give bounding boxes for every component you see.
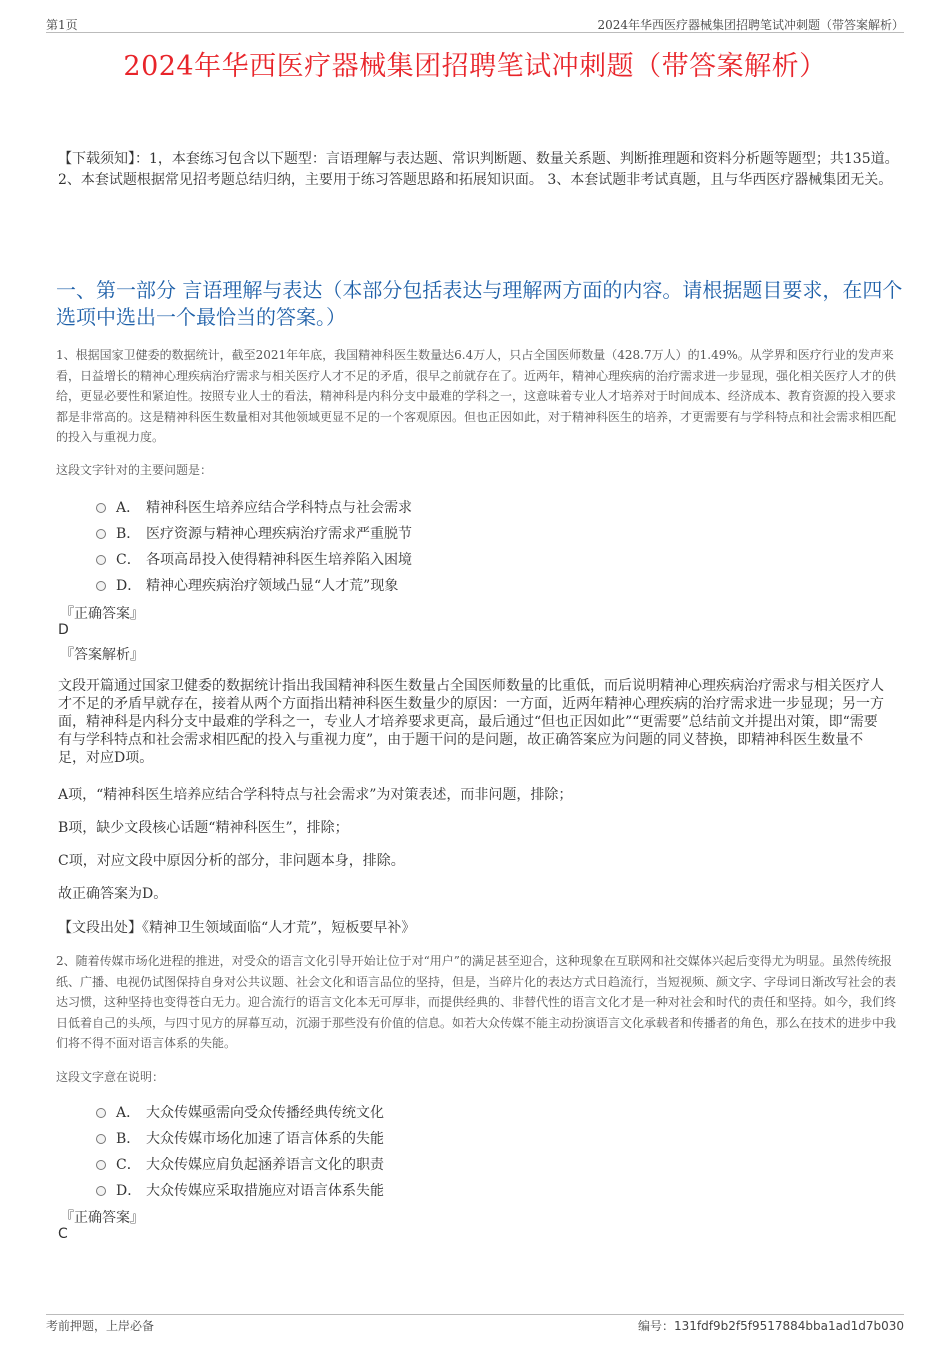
radio-icon[interactable]	[96, 1186, 106, 1196]
radio-icon[interactable]	[96, 529, 106, 539]
radio-icon[interactable]	[96, 581, 106, 591]
question-1-analysis-tag: 『答案解析』	[60, 647, 144, 663]
download-notice: 【下载须知】：1，本套练习包含以下题型：言语理解与表达题、常识判断题、数量关系题、判断推理题和资料分析题等题型；共135道。 2、本套试题根据常见招考题总结归纳，主要用于练习答题思路和拓展知识面。 3、本套试题非考试真题，且与华西医疗器械集团无关。	[58, 151, 899, 188]
question-1-ask: 这段文字针对的主要问题是：	[56, 463, 213, 477]
radio-icon[interactable]	[96, 1134, 106, 1144]
question-2-answer: C	[58, 1226, 68, 1242]
question-1-analysis-conclusion: 故正确答案为D。	[58, 886, 168, 902]
question-1-source: 【文段出处】《精神卫生领域面临“人才荒”，短板要早补》	[58, 920, 416, 936]
radio-icon[interactable]	[96, 555, 106, 565]
footer-code: 编号：131fdf9b2f5f9517884bba1ad1d7b030	[637, 1319, 904, 1333]
page-footer	[46, 1314, 904, 1333]
question-2-option-b[interactable]: B． 大众传媒市场化加速了语言体系的失能	[96, 1128, 384, 1148]
question-1-analysis-b: B项，缺少文段核心话题“精神科医生”，排除；	[58, 820, 349, 836]
question-2-option-d[interactable]: D． 大众传媒应采取措施应对语言体系失能	[96, 1180, 384, 1200]
question-1-option-d[interactable]: D． 精神心理疾病治疗领域凸显“人才荒”现象	[96, 575, 398, 595]
header-doc-title: 2024年华西医疗器械集团招聘笔试冲刺题（带答案解析）	[597, 18, 904, 32]
question-2-option-c[interactable]: C． 大众传媒应肩负起涵养语言文化的职责	[96, 1154, 384, 1174]
question-1-analysis-paragraph: 文段开篇通过国家卫健委的数据统计指出我国精神科医生数量占全国医师数量的比重低，而后说明精神心理疾病治疗需求与相关医疗人才不足的矛盾早就存在，接着从两个方面指出精神科医生数量少的原因：一方面，近两年精神心理疾病的治疗需求进一步显现；另一方面，精神科是内科分支中最难的学科之一，专业人才培养要求更高，最后通过“但也正因如此”“更需要”总结前文并提出对策，即“需要有与学科特点和社会需求相匹配的投入与重视力度”，由于题干问的是问题，故正确答案应为问题的同义替换，即精神科医生数量不足，对应D项。	[58, 678, 884, 766]
radio-icon[interactable]	[96, 1160, 106, 1170]
question-1-analysis-a: A项，“精神科医生培养应结合学科特点与社会需求”为对策表述，而非问题，排除；	[58, 787, 573, 803]
page-header	[46, 14, 904, 33]
section-heading: 一、第一部分 言语理解与表达（本部分包括表达与理解两方面的内容。请根据题目要求，在四个选项中选出一个最恰当的答案。）	[56, 278, 903, 329]
radio-icon[interactable]	[96, 1108, 106, 1118]
question-2-stem: 2、随着传媒市场化进程的推进，对受众的语言文化引导开始让位于对“用户”的满足甚至迎合，这种现象在互联网和社交媒体兴起后变得尤为明显。虽然传统报纸、广播、电视仍试图保持自身对公共议题、社会文化和语言品位的坚持，但是，当碎片化的表达方式日趋流行，当短视频、颜文字、字母词日渐改写社会的表达习惯，这种坚持也变得苍白无力。迎合流行的语言文化本无可厚非，而提供经典的、非替代性的语言文化才是一种对社会和时代的责任和坚持。如今，我们终日低着自己的头颅，与四寸见方的屏幕互动，沉溺于那些没有价值的信息。如若大众传媒不能主动扮演语言文化承载者和传播者的角色，那么在技术的进步中我们将不得不面对语言体系的失能。	[56, 954, 897, 1050]
question-1-answer-tag: 『正确答案』	[60, 606, 144, 622]
radio-icon[interactable]	[96, 503, 106, 513]
question-2-ask: 这段文字意在说明：	[56, 1070, 165, 1084]
document-title: 2024年华西医疗器械集团招聘笔试冲刺题（带答案解析）	[123, 51, 827, 82]
question-2-option-a[interactable]: A． 大众传媒亟需向受众传播经典传统文化	[96, 1102, 384, 1122]
page-number: 第1页	[46, 18, 78, 32]
question-1-stem: 1、根据国家卫健委的数据统计，截至2021年年底，我国精神科医生数量达6.4万人，只占全国医师数量（428.7万人）的1.49%。从学界和医疗行业的发声来看，日益增长的精神心理疾病治疗需求与相关医疗人才不足的矛盾，很早之前就存在了。近两年，精神心理疾病的治疗需求进一步显现，强化相关医疗人才的供给，更显必要性和紧迫性。按照专业人士的看法，精神科是内科分支中最难的学科之一，这意味着专业人才培养对于时间成本、经济成本、教育资源的投入要求都是非常高的。这是精神科医生数量相对其他领域更显不足的一个客观原因。但也正因如此，对于精神科医生的培养，才更需要有与学科特点和社会需求相匹配的投入与重视力度。	[56, 348, 897, 444]
question-1-answer: D	[58, 622, 69, 638]
footer-slogan: 考前押题，上岸必备	[46, 1319, 155, 1333]
question-1-option-a[interactable]: A． 精神科医生培养应结合学科特点与社会需求	[96, 497, 412, 517]
question-2-answer-tag: 『正确答案』	[60, 1210, 144, 1226]
question-1-option-c[interactable]: C． 各项高昂投入使得精神科医生培养陷入困境	[96, 549, 412, 569]
question-1-analysis-c: C项，对应文段中原因分析的部分，非问题本身，排除。	[58, 853, 405, 869]
question-1-option-b[interactable]: B． 医疗资源与精神心理疾病治疗需求严重脱节	[96, 523, 412, 543]
